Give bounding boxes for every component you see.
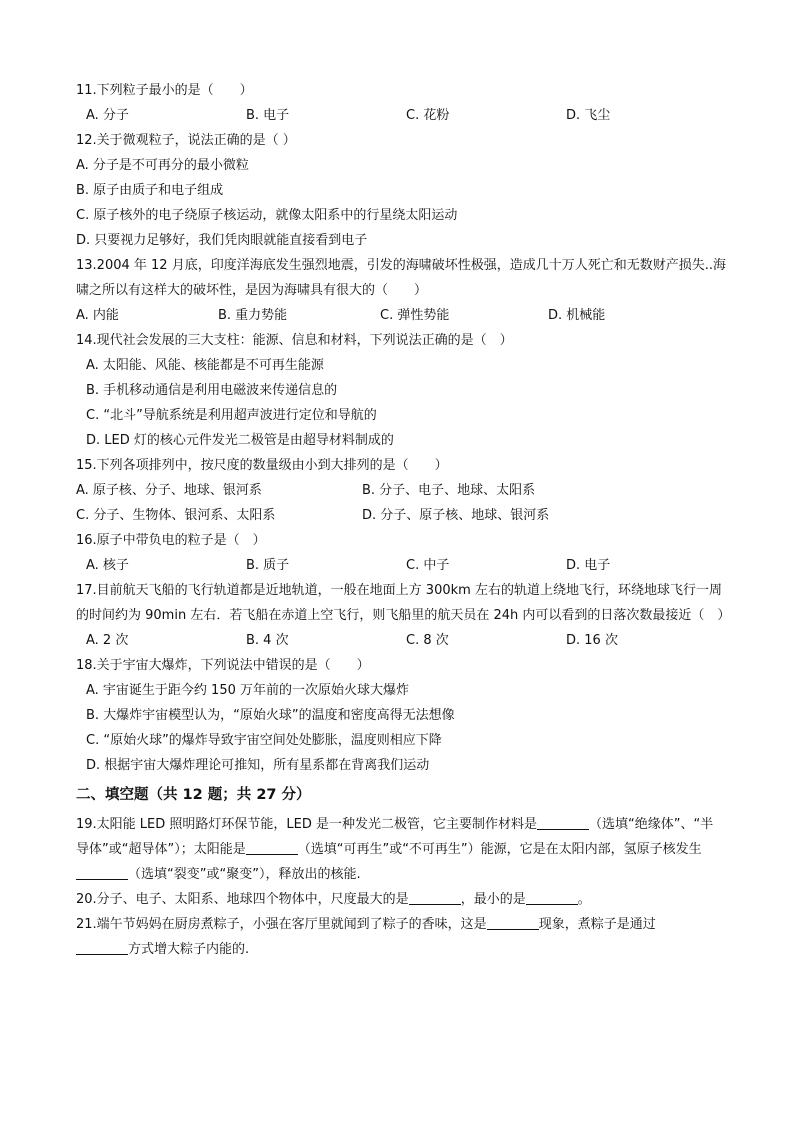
- option-a: A. 宇宙诞生于距今约 150 万年前的一次原始火球大爆炸: [86, 683, 410, 698]
- option-c: C. “原始火球”的爆炸导致宇宙空间处处膨胀，温度则相应下降: [86, 733, 442, 748]
- question-13-stem: 13.2004 年 12 月底，印度洋海底发生强烈地震，引发的海啸破坏性极强，造成几十万人死亡和无数财产损失..海啸之所以有这样大的破坏性，是因为海啸具有很大的（ ）: [76, 258, 726, 298]
- option-c: C. “北斗”导航系统是利用超声波进行定位和导航的: [86, 408, 377, 423]
- option-c: C. 分子、生物体、银河系、太阳系: [76, 508, 276, 523]
- question-14-stem: 14.现代社会发展的三大支柱：能源、信息和材料，下列说法正确的是（ ）: [76, 333, 513, 348]
- question-16-stem: 16.原子中带负电的粒子是（ ）: [76, 533, 266, 548]
- answer-blank[interactable]: [487, 915, 539, 930]
- option-a: A. 分子是不可再分的最小微粒: [76, 158, 249, 173]
- question-17-options: [76, 628, 726, 653]
- option-b: B. 质子: [246, 558, 290, 573]
- option-c: C. 8 次: [406, 633, 449, 648]
- option-a: A. 太阳能、风能、核能都是不可再生能源: [86, 358, 324, 373]
- question-13-options: [76, 303, 726, 328]
- answer-blank[interactable]: [537, 815, 589, 830]
- question-16-options: [76, 553, 726, 578]
- option-d: D. 根据宇宙大爆炸理论可推知，所有星系都在背离我们运动: [86, 758, 430, 773]
- question-21-text-2: 现象，煮粽子是通过: [538, 917, 656, 932]
- option-b: B. 4 次: [246, 633, 289, 648]
- option-d: D. 16 次: [566, 633, 618, 648]
- question-11-stem: 11.下列粒子最小的是（ ）: [76, 83, 253, 98]
- option-b: B. 大爆炸宇宙模型认为，“原始火球”的温度和密度高得无法想像: [86, 708, 455, 723]
- question-20-text-3: 。: [577, 892, 591, 907]
- exam-content: [76, 78, 731, 962]
- option-a: A. 内能: [76, 308, 119, 323]
- option-c: C. 原子核外的电子绕原子核运动，就像太阳系中的行星绕太阳运动: [76, 208, 458, 223]
- answer-blank[interactable]: [409, 890, 461, 905]
- question-19-text-4: （选填“裂变”或“聚变”），释放出的核能.: [128, 867, 361, 882]
- option-d: D. 电子: [566, 558, 611, 573]
- option-d: D. 只要视力足够好，我们凭肉眼就能直接看到电子: [76, 233, 368, 248]
- question-20: [76, 887, 726, 912]
- option-b: B. 手机移动通信是利用电磁波来传递信息的: [86, 383, 338, 398]
- option-d: D. LED 灯的核心元件发光二极管是由超导材料制成的: [86, 433, 394, 448]
- option-b: B. 重力势能: [218, 308, 288, 323]
- option-d: D. 飞尘: [566, 108, 611, 123]
- question-20-text-2: ，最小的是: [460, 892, 526, 907]
- answer-blank[interactable]: [526, 890, 578, 905]
- answer-blank[interactable]: [246, 840, 298, 855]
- option-b: B. 分子、电子、地球、太阳系: [362, 483, 536, 498]
- question-20-text-1: 20.分子、电子、太阳系、地球四个物体中，尺度最大的是: [76, 892, 409, 907]
- section-heading: 二、填空题（共 12 题；共 27 分）: [76, 787, 311, 803]
- option-c: C. 中子: [406, 558, 450, 573]
- option-a: A. 2 次: [86, 633, 129, 648]
- question-11-options: [76, 103, 726, 128]
- answer-blank[interactable]: [76, 940, 128, 955]
- option-c: C. 弹性势能: [380, 308, 450, 323]
- question-12-stem: 12.关于微观粒子，说法正确的是（ ）: [76, 133, 296, 148]
- answer-blank[interactable]: [76, 865, 128, 880]
- question-19-text-1: 19.太阳能 LED 照明路灯环保节能，LED 是一种发光二极管，它主要制作材料是: [76, 817, 538, 832]
- question-21-text-1: 21.端午节妈妈在厨房煮粽子，小强在客厅里就闻到了粽子的香味，这是: [76, 917, 487, 932]
- question-18-stem: 18.关于宇宙大爆炸，下列说法中错误的是（ ）: [76, 658, 370, 673]
- option-b: B. 电子: [246, 108, 290, 123]
- question-15-options-row1: [76, 478, 726, 503]
- option-d: D. 机械能: [548, 308, 606, 323]
- option-c: C. 花粉: [406, 108, 450, 123]
- question-21-text-3: 方式增大粽子内能的.: [128, 942, 250, 957]
- option-a: A. 原子核、分子、地球、银河系: [76, 483, 262, 498]
- question-19-text-3: （选填“可再生”或“不可再生”）能源，它是在太阳内部，氢原子核发生: [297, 842, 702, 857]
- question-19: [76, 812, 726, 887]
- option-a: A. 分子: [86, 108, 129, 123]
- question-15-stem: 15.下列各项排列中，按尺度的数量级由小到大排列的是（ ）: [76, 458, 448, 473]
- question-17-stem: 17.目前航天飞船的飞行轨道都是近地轨道，一般在地面上方 300km 左右的轨道上绕地飞行，环绕地球飞行一周的时间约为 90min 左右．若飞船在赤道上空飞行，则飞船里的航天员在 24h 内可以看到的日落次数最接近（ ）: [76, 583, 731, 623]
- option-a: A. 核子: [86, 558, 129, 573]
- option-b: B. 原子由质子和电子组成: [76, 183, 224, 198]
- question-15-options-row2: [76, 503, 726, 528]
- option-d: D. 分子、原子核、地球、银河系: [362, 508, 550, 523]
- question-19-text-2: （选填“绝缘体”、“半导体”或“超导体”）；太阳能是: [76, 817, 714, 857]
- question-21: [76, 912, 726, 962]
